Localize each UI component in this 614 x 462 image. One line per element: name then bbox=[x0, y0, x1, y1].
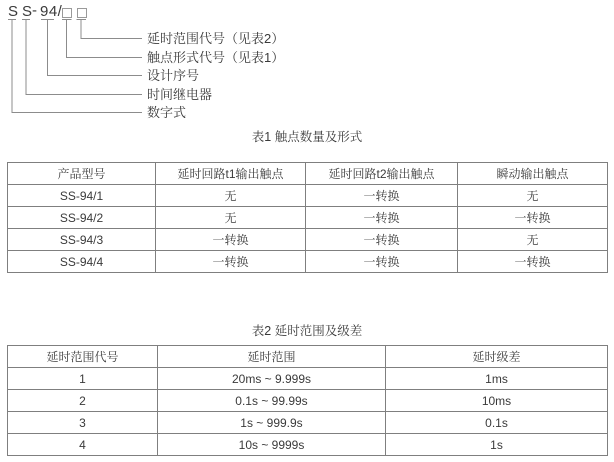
table2-delay-ranges bbox=[7, 345, 608, 456]
column-header: 产品型号 bbox=[8, 163, 156, 185]
table-cell: 一转换 bbox=[156, 229, 306, 251]
table-cell: SS-94/4 bbox=[8, 251, 156, 273]
column-header: 延时级差 bbox=[386, 346, 608, 368]
table-cell: 0.1s bbox=[386, 412, 608, 434]
table-row bbox=[8, 251, 608, 273]
table-cell: 一转换 bbox=[306, 251, 458, 273]
table-cell: 一转换 bbox=[458, 251, 608, 273]
connector-lines bbox=[0, 0, 614, 125]
column-header: 瞬动输出触点 bbox=[458, 163, 608, 185]
table-cell: SS-94/3 bbox=[8, 229, 156, 251]
table-cell: 10ms bbox=[386, 390, 608, 412]
table-row bbox=[8, 185, 608, 207]
table-cell: 1s bbox=[386, 434, 608, 456]
model-label-contact-form-code: 触点形式代号（见表1） bbox=[147, 50, 285, 65]
table-cell: 一转换 bbox=[458, 207, 608, 229]
model-label-digital-type: 数字式 bbox=[147, 105, 187, 120]
model-series-number: 94/ bbox=[40, 3, 63, 20]
contact-form-code-box bbox=[62, 8, 72, 18]
table1-header-row bbox=[8, 163, 608, 185]
table-cell: 无 bbox=[156, 185, 306, 207]
table-row bbox=[8, 207, 608, 229]
table-cell: 10s ~ 9999s bbox=[158, 434, 386, 456]
table-cell: 无 bbox=[156, 207, 306, 229]
delay-range-code-box bbox=[77, 8, 87, 18]
model-char-digital: S bbox=[8, 3, 19, 20]
table-cell: SS-94/1 bbox=[8, 185, 156, 207]
table-cell: 1s ~ 999.9s bbox=[158, 412, 386, 434]
table2-title: 表2 延时范围及级差 bbox=[251, 324, 363, 338]
table-cell: 0.1s ~ 99.99s bbox=[158, 390, 386, 412]
table-row bbox=[8, 368, 608, 390]
table-cell: 4 bbox=[8, 434, 158, 456]
table-cell: 一转换 bbox=[306, 207, 458, 229]
table-cell: 20ms ~ 9.999s bbox=[158, 368, 386, 390]
column-header: 延时回路t1输出触点 bbox=[156, 163, 306, 185]
model-designation-diagram bbox=[0, 0, 614, 125]
table1-title: 表1 触点数量及形式 bbox=[251, 130, 363, 144]
table-cell: 3 bbox=[8, 412, 158, 434]
model-separator: - bbox=[32, 2, 37, 19]
table-row bbox=[8, 390, 608, 412]
table2-header-row bbox=[8, 346, 608, 368]
model-label-design-number: 设计序号 bbox=[147, 68, 200, 83]
column-header: 延时范围 bbox=[158, 346, 386, 368]
table-cell: 无 bbox=[458, 185, 608, 207]
table-row bbox=[8, 434, 608, 456]
table-cell: 1 bbox=[8, 368, 158, 390]
model-char-relay: S bbox=[22, 3, 33, 20]
table1-contact-forms bbox=[7, 162, 608, 273]
table-row bbox=[8, 229, 608, 251]
table-cell: 一转换 bbox=[156, 251, 306, 273]
column-header: 延时范围代号 bbox=[8, 346, 158, 368]
table-cell: 一转换 bbox=[306, 229, 458, 251]
table-cell: 无 bbox=[458, 229, 608, 251]
table-cell: SS-94/2 bbox=[8, 207, 156, 229]
model-label-delay-range-code: 延时范围代号（见表2） bbox=[147, 31, 285, 46]
table-cell: 1ms bbox=[386, 368, 608, 390]
table-cell: 一转换 bbox=[306, 185, 458, 207]
model-label-time-relay: 时间继电器 bbox=[147, 87, 213, 102]
table-row bbox=[8, 412, 608, 434]
column-header: 延时回路t2输出触点 bbox=[306, 163, 458, 185]
table-cell: 2 bbox=[8, 390, 158, 412]
